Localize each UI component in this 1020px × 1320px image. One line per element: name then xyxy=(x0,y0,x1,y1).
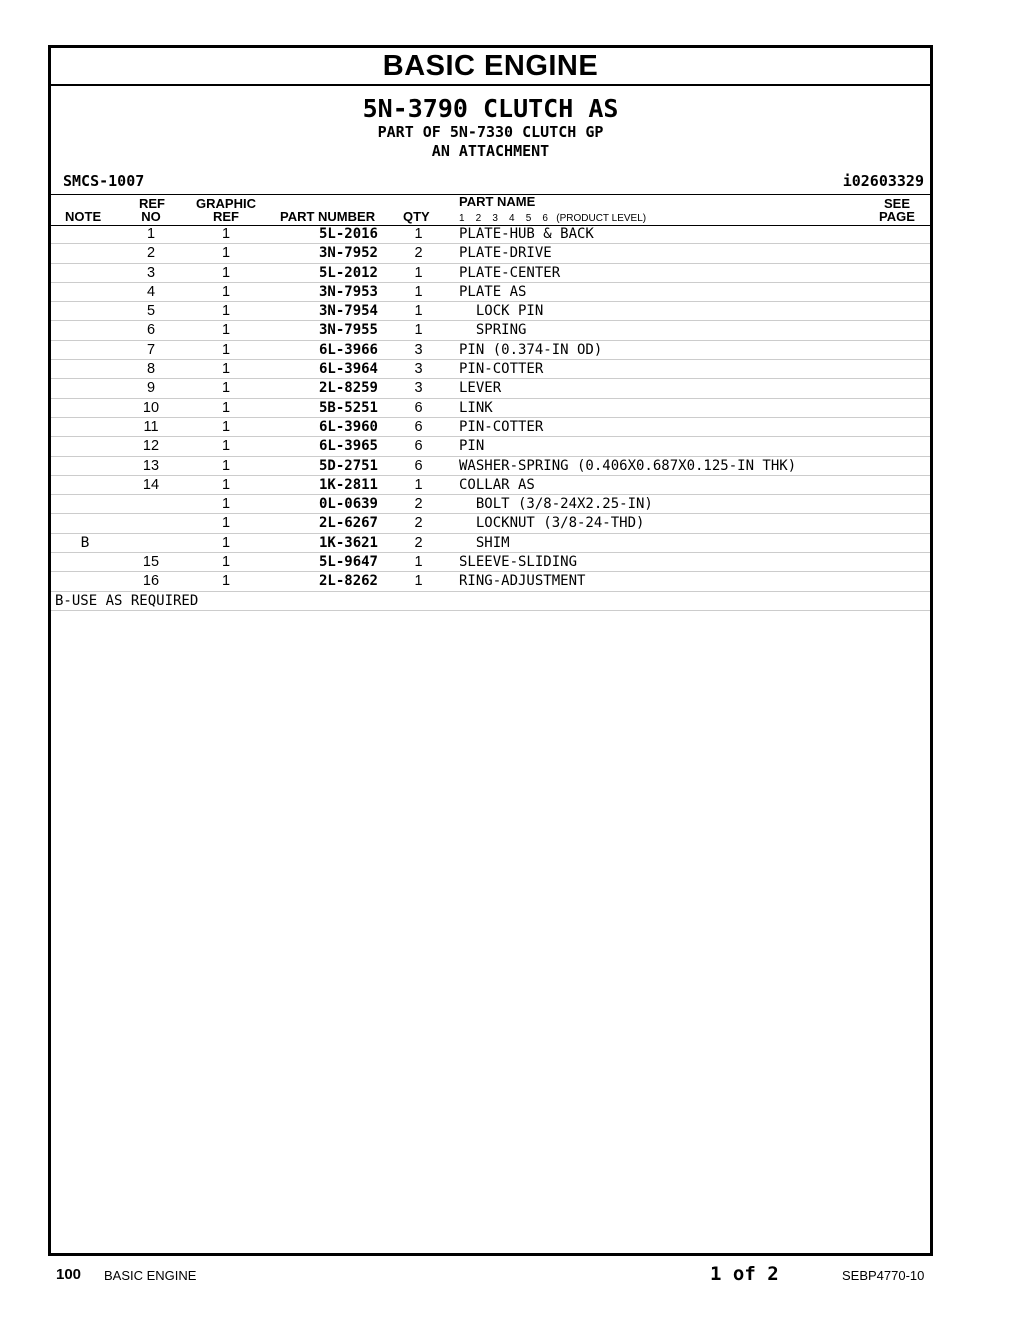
table-row xyxy=(51,225,930,244)
ref-no-cell: 2 xyxy=(146,245,156,262)
part-number-cell: 6L-3960 xyxy=(318,418,378,435)
col-graphic-ref-line2: REF xyxy=(213,209,239,224)
part-number-cell: 5L-2016 xyxy=(318,226,378,242)
graphic-ref-cell: 1 xyxy=(221,534,231,551)
table-row xyxy=(51,302,930,321)
part-number-cell: 6L-3965 xyxy=(318,438,378,455)
part-number-cell: 2L-6267 xyxy=(318,515,378,532)
part-number-cell: 6L-3966 xyxy=(318,341,378,358)
col-part-number: PART NUMBER xyxy=(280,209,376,224)
part-number-cell: 1K-3621 xyxy=(318,534,378,551)
note-cell: B xyxy=(80,534,90,551)
col-see-page-line2: PAGE xyxy=(879,209,915,224)
assembly-title: 5N-3790 CLUTCH AS xyxy=(362,94,619,123)
ref-no-cell: 11 xyxy=(143,418,159,435)
part-name-cell: PIN xyxy=(459,438,485,455)
graphic-ref-cell: 1 xyxy=(221,496,231,513)
ref-no-cell: 8 xyxy=(146,361,156,378)
part-number-cell: 5L-9647 xyxy=(318,554,378,571)
part-name-cell: LINK xyxy=(459,399,493,416)
graphic-ref-cell: 1 xyxy=(221,476,231,493)
table-row xyxy=(51,379,930,398)
col-product-level: 1 2 3 4 5 6 (PRODUCT LEVEL) xyxy=(459,213,647,224)
qty-cell: 1 xyxy=(414,476,423,493)
part-name-cell: PIN (0.374-IN OD) xyxy=(459,341,603,358)
graphic-ref-cell: 1 xyxy=(221,322,231,339)
section-title: BASIC ENGINE xyxy=(382,50,599,82)
graphic-ref-cell: 1 xyxy=(221,380,231,397)
qty-cell: 1 xyxy=(414,226,423,242)
qty-cell: 3 xyxy=(414,380,423,397)
qty-cell: 1 xyxy=(414,264,423,281)
part-number-cell: 6L-3964 xyxy=(318,361,378,378)
table-row xyxy=(51,418,930,437)
col-part-name: PART NAME xyxy=(459,194,536,209)
part-number-cell: 3N-7952 xyxy=(318,245,378,262)
graphic-ref-cell: 1 xyxy=(221,341,231,358)
part-name-cell: PLATE AS xyxy=(459,283,527,300)
part-number-cell: 3N-7953 xyxy=(318,283,378,300)
qty-cell: 1 xyxy=(414,303,423,320)
ref-no-cell: 7 xyxy=(146,341,156,358)
table-row xyxy=(51,399,930,418)
table-row xyxy=(51,341,930,360)
graphic-ref-cell: 1 xyxy=(221,399,231,416)
graphic-ref-cell: 1 xyxy=(221,573,231,590)
col-ref-line2: NO xyxy=(141,209,161,224)
graphic-ref-cell: 1 xyxy=(221,515,231,532)
table-header xyxy=(51,194,930,226)
part-name-cell: LEVER xyxy=(459,380,502,397)
part-name-cell: SPRING xyxy=(459,322,527,339)
qty-cell: 2 xyxy=(414,245,423,262)
table-row xyxy=(51,553,930,572)
part-number-cell: 3N-7954 xyxy=(318,303,378,320)
smcs-code: SMCS-1007 xyxy=(63,172,145,190)
part-name-cell: COLLAR AS xyxy=(459,476,535,493)
graphic-ref-cell: 1 xyxy=(221,457,231,474)
col-note: NOTE xyxy=(65,209,102,224)
col-see-page-line1: SEE xyxy=(883,196,910,211)
graphic-ref-cell: 1 xyxy=(221,361,231,378)
part-name-cell: SLEEVE-SLIDING xyxy=(459,554,578,571)
parts-table xyxy=(51,225,930,611)
qty-cell: 2 xyxy=(414,534,423,551)
table-row xyxy=(51,264,930,283)
table-row xyxy=(51,572,930,591)
ref-no-cell: 15 xyxy=(142,554,160,571)
qty-cell: 1 xyxy=(414,554,423,571)
part-number-cell: 5D-2751 xyxy=(318,457,378,474)
qty-cell: 6 xyxy=(414,438,423,455)
ref-no-cell: 4 xyxy=(146,283,156,300)
page-frame xyxy=(48,45,933,1256)
part-name-cell: PLATE-CENTER xyxy=(459,264,561,281)
col-graphic-ref-line1: GRAPHIC xyxy=(196,196,256,211)
ident-code: i02603329 xyxy=(842,172,924,190)
table-row xyxy=(51,244,930,263)
graphic-ref-cell: 1 xyxy=(221,418,231,435)
qty-cell: 6 xyxy=(414,399,423,416)
document-number: SEBP4770-10 xyxy=(842,1268,925,1283)
graphic-ref-cell: 1 xyxy=(221,438,231,455)
ref-no-cell: 3 xyxy=(146,264,156,281)
table-row xyxy=(51,514,930,533)
ref-no-cell: 5 xyxy=(146,303,156,320)
graphic-ref-cell: 1 xyxy=(221,245,231,262)
sheet-indicator: 1 of 2 xyxy=(710,1263,779,1285)
part-name-cell: BOLT (3/8-24X2.25-IN) xyxy=(459,496,653,513)
section-title-bar xyxy=(51,48,930,86)
part-name-cell: SHIM xyxy=(459,534,510,551)
footnote: B-USE AS REQUIRED xyxy=(55,592,199,609)
qty-cell: 6 xyxy=(414,418,423,435)
footnote-row xyxy=(51,592,930,611)
ref-no-cell: 16 xyxy=(142,573,160,590)
table-row xyxy=(51,495,930,514)
ref-no-cell: 14 xyxy=(142,476,160,493)
qty-cell: 6 xyxy=(414,457,423,474)
code-line xyxy=(63,172,924,192)
page-footer xyxy=(0,1263,1020,1288)
ref-no-cell: 12 xyxy=(142,438,160,455)
graphic-ref-cell: 1 xyxy=(221,283,231,300)
table-row xyxy=(51,283,930,302)
qty-cell: 3 xyxy=(414,361,423,378)
part-name-cell: WASHER-SPRING (0.406X0.687X0.125-IN THK) xyxy=(459,457,797,474)
ref-no-cell: 6 xyxy=(146,322,156,339)
part-number-cell: 5L-2012 xyxy=(318,264,378,281)
table-row xyxy=(51,321,930,340)
graphic-ref-cell: 1 xyxy=(221,303,231,320)
part-name-cell: PIN-COTTER xyxy=(459,418,544,435)
graphic-ref-cell: 1 xyxy=(221,554,231,571)
ref-no-cell: 13 xyxy=(142,457,160,474)
ref-no-cell: 10 xyxy=(142,399,160,416)
part-name-cell: LOCK PIN xyxy=(459,303,544,320)
table-row xyxy=(51,457,930,476)
table-row xyxy=(51,534,930,553)
qty-cell: 1 xyxy=(414,573,423,590)
subtitle-parent-group: PART OF 5N-7330 CLUTCH GP xyxy=(377,123,604,141)
qty-cell: 1 xyxy=(414,283,423,300)
part-name-cell: PIN-COTTER xyxy=(459,361,544,378)
qty-cell: 1 xyxy=(414,322,423,339)
subtitle-attachment: AN ATTACHMENT xyxy=(431,142,550,160)
qty-cell: 3 xyxy=(414,341,423,358)
col-qty: QTY xyxy=(403,209,430,224)
table-row xyxy=(51,476,930,495)
footer-section: BASIC ENGINE xyxy=(104,1268,197,1283)
col-ref-line1: REF xyxy=(139,196,165,211)
part-name-cell: LOCKNUT (3/8-24-THD) xyxy=(459,515,645,532)
part-name-cell: PLATE-DRIVE xyxy=(459,245,552,262)
part-number-cell: 2L-8259 xyxy=(318,380,378,397)
graphic-ref-cell: 1 xyxy=(221,264,231,281)
qty-cell: 2 xyxy=(414,496,423,513)
part-name-cell: PLATE-HUB & BACK xyxy=(459,226,594,242)
part-number-cell: 5B-5251 xyxy=(318,399,378,416)
table-row xyxy=(51,360,930,379)
part-number-cell: 2L-8262 xyxy=(318,573,378,590)
ref-no-cell: 1 xyxy=(146,226,156,242)
page-number: 100 xyxy=(56,1266,82,1283)
part-number-cell: 1K-2811 xyxy=(318,476,378,493)
part-number-cell: 3N-7955 xyxy=(318,322,378,339)
table-row xyxy=(51,437,930,456)
ref-no-cell: 9 xyxy=(146,380,156,397)
graphic-ref-cell: 1 xyxy=(221,226,231,242)
part-name-cell: RING-ADJUSTMENT xyxy=(459,573,586,590)
part-number-cell: 0L-0639 xyxy=(318,496,378,513)
qty-cell: 2 xyxy=(414,515,423,532)
